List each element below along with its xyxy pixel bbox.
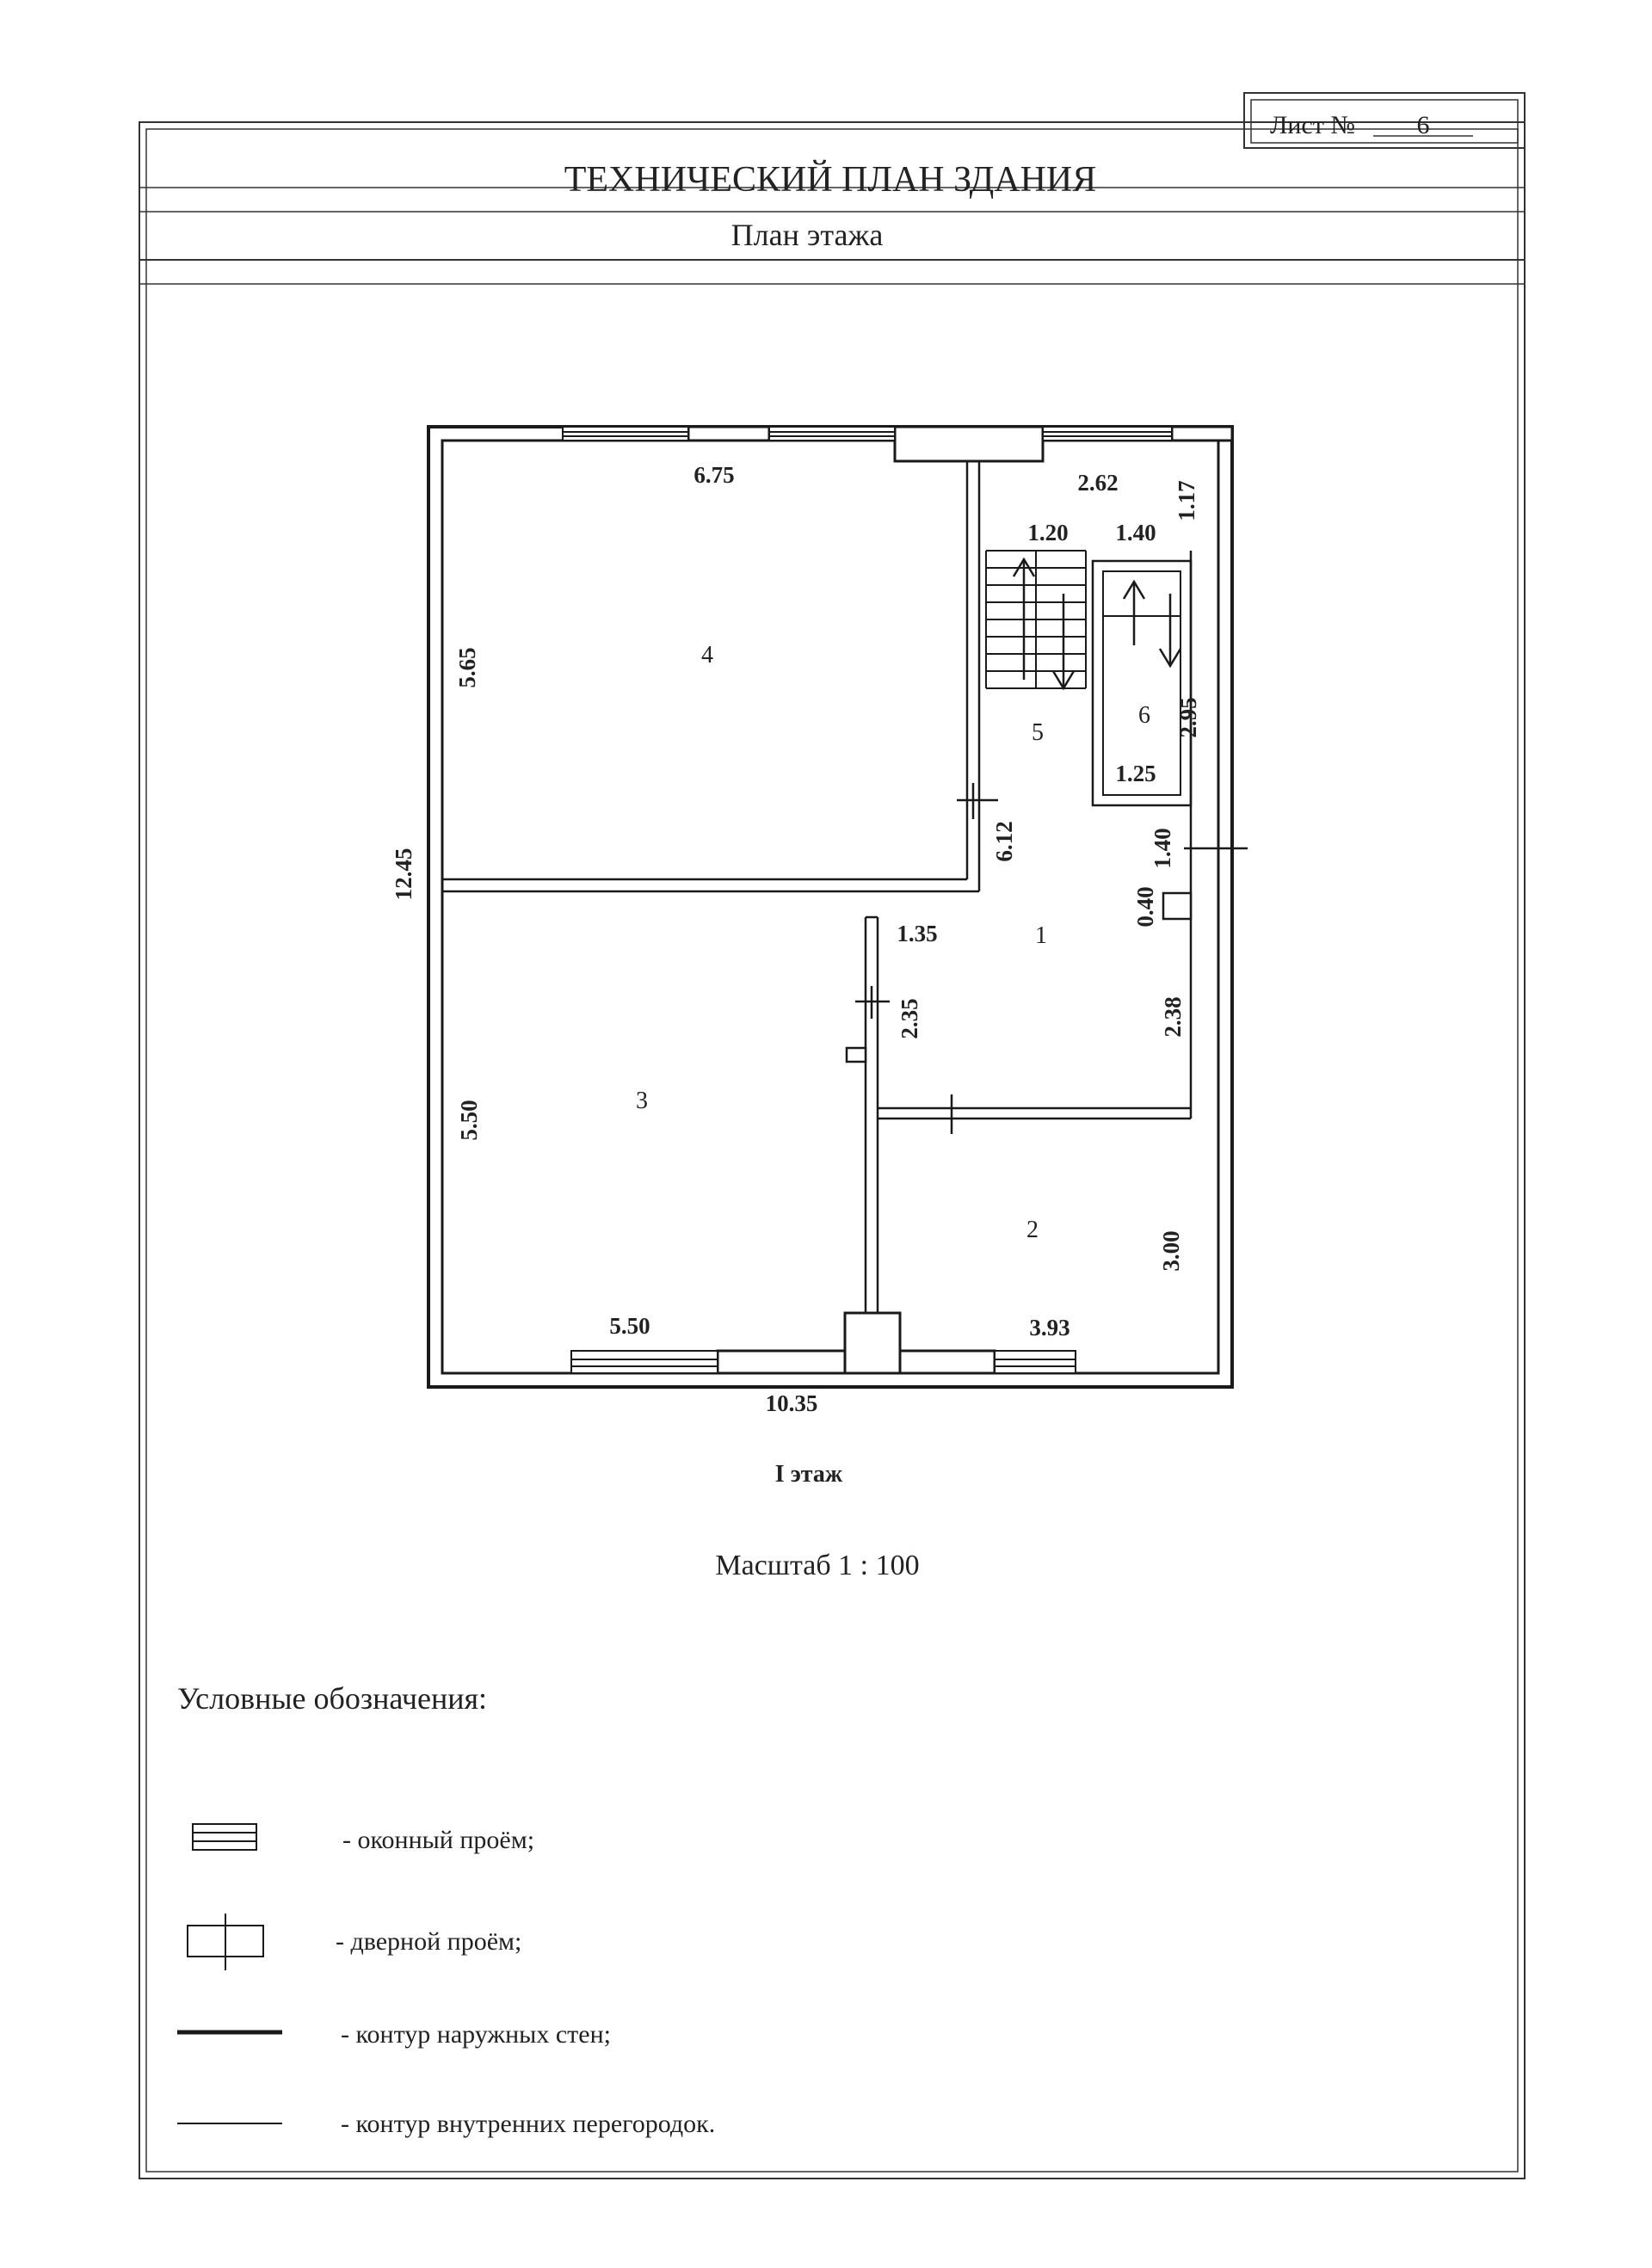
window-top-2 — [769, 427, 895, 441]
legend-exterior-label: - контур наружных стен; — [341, 2020, 611, 2049]
dim-room3-bottom: 5.50 — [609, 1313, 650, 1339]
legend-interior-label: - контур внутренних перегородок. — [341, 2110, 716, 2138]
sheet-subtitle: План этажа — [730, 218, 884, 252]
dim-partition: 2.35 — [897, 998, 922, 1039]
legend-door-label: - дверной проём; — [336, 1927, 522, 1956]
dim-total-width: 10.35 — [765, 1390, 818, 1416]
floor-plan — [391, 427, 1248, 1416]
interior-partitions — [442, 461, 1191, 1313]
sheet-title: ТЕХНИЧЕСКИЙ ПЛАН ЗДАНИЯ — [564, 160, 1097, 200]
dim-room1-right: 2.38 — [1160, 996, 1186, 1038]
dim-room3-height: 5.50 — [456, 1100, 482, 1141]
dim-stair-b: 1.40 — [1115, 520, 1156, 545]
dim-room2-bottom: 3.93 — [1029, 1315, 1070, 1340]
dim-top-room4: 6.75 — [693, 462, 735, 488]
door-opening-symbol — [188, 1914, 263, 1970]
dim-room2-height: 3.00 — [1158, 1230, 1184, 1272]
dim-right-top: 1.17 — [1174, 480, 1199, 521]
dim-room5-height: 6.12 — [991, 821, 1017, 862]
door-openings — [855, 783, 1248, 1134]
dim-right-mid: 1.40 — [1150, 828, 1175, 869]
legend-window-label: - оконный проём; — [342, 1826, 535, 1854]
window-top-1 — [563, 427, 688, 441]
room-6-number: 6 — [1138, 702, 1150, 729]
room-1-number: 1 — [1035, 922, 1047, 949]
sheet-label: Лист № — [1270, 111, 1355, 139]
window-top-3 — [1043, 427, 1172, 441]
sheet-number: 6 — [1416, 111, 1430, 139]
dimension-labels — [391, 462, 1201, 1416]
dim-stair-a: 1.20 — [1027, 520, 1069, 545]
room-2-number: 2 — [1026, 1217, 1039, 1243]
dim-room4-height: 5.65 — [454, 647, 480, 688]
dim-niche: 0.40 — [1132, 886, 1158, 928]
window-bottom-2 — [995, 1351, 1076, 1373]
dim-room6-width: 1.25 — [1115, 761, 1156, 786]
room-5-number: 5 — [1032, 719, 1044, 746]
window-opening-symbol — [193, 1824, 256, 1850]
legend — [177, 1681, 715, 2138]
room-3-number: 3 — [636, 1088, 648, 1114]
dim-room6-height: 2.95 — [1175, 697, 1201, 738]
floor-label: I этаж — [774, 1461, 843, 1488]
dim-top-right: 2.62 — [1077, 470, 1119, 496]
window-bottom-1 — [571, 1351, 718, 1373]
sheet-number-box — [1244, 93, 1525, 148]
room-4-number: 4 — [701, 642, 713, 669]
dim-total-height: 12.45 — [391, 847, 416, 901]
scale-label: Масштаб 1 : 100 — [715, 1550, 920, 1581]
legend-title: Условные обозначения: — [177, 1681, 488, 1716]
dim-corridor: 1.35 — [897, 921, 938, 946]
